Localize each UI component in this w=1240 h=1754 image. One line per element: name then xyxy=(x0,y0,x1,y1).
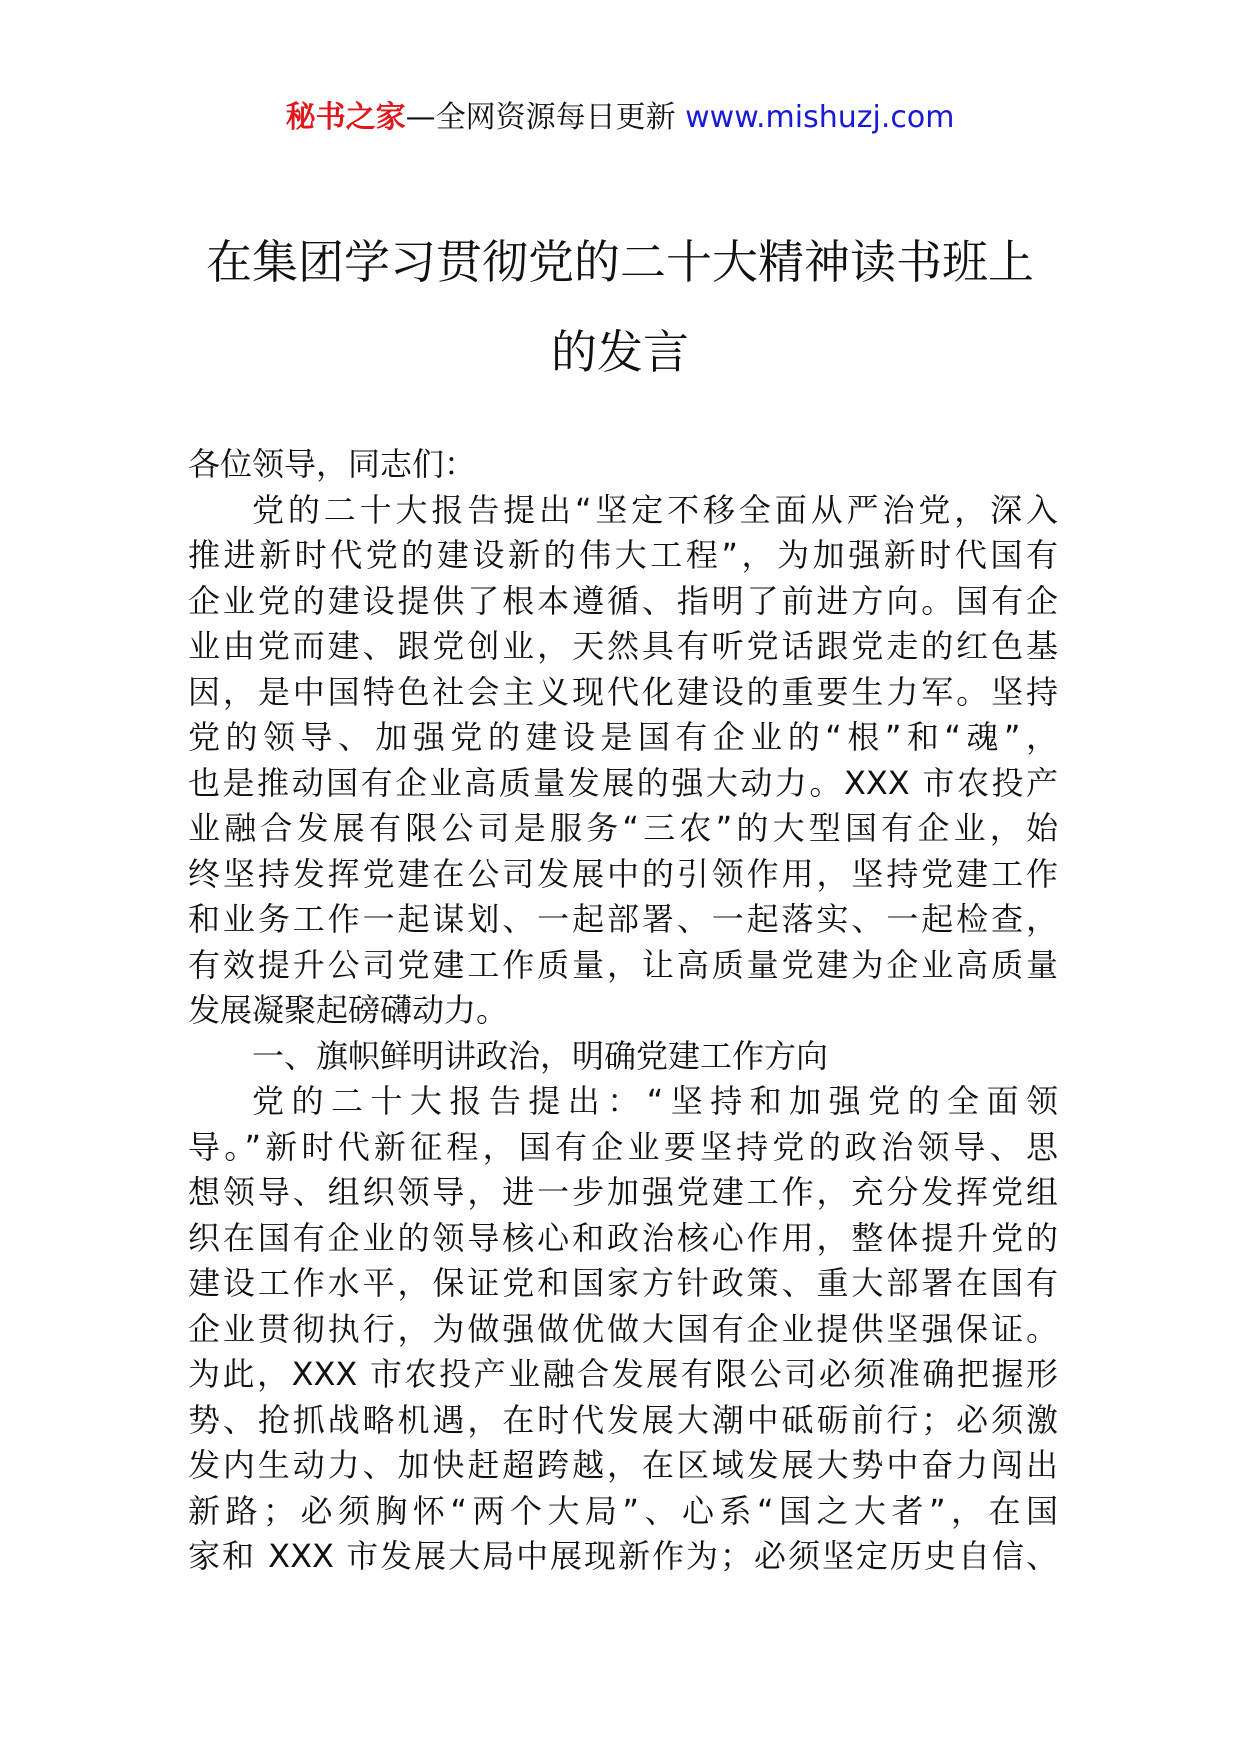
body-line: 推进新时代党的建设新的伟大工程”，为加强新时代国有 xyxy=(188,536,1058,574)
site-url-link[interactable]: www.mishuzj.com xyxy=(685,100,955,135)
site-brand: 秘书之家 xyxy=(285,100,406,135)
body-line: 新路；必须胸怀“两个大局”、心系“国之大者”，在国 xyxy=(188,1491,1058,1530)
body-line: 为此，XXX 市农投产业融合发展有限公司必须准确把握形 xyxy=(188,1355,1058,1393)
body-line: 家和 XXX 市发展大局中展现新作为；必须坚定历史自信、 xyxy=(188,1537,1058,1575)
site-header xyxy=(0,98,1240,138)
body-line: 企业贯彻执行，为做强做优做大国有企业提供坚强保证。 xyxy=(188,1309,1058,1348)
body-line: 势、抢抓战略机遇，在时代发展大潮中砥砺前行；必须激 xyxy=(188,1400,1058,1439)
salutation: 各位领导，同志们： xyxy=(188,445,477,483)
body-line: 党的二十大报告提出：“坚持和加强党的全面领 xyxy=(252,1082,1058,1120)
body-line: 建设工作水平，保证党和国家方针政策、重大部署在国有 xyxy=(188,1264,1058,1302)
site-slogan: —全网资源每日更新 xyxy=(405,100,686,135)
document-body xyxy=(188,442,1058,1580)
body-line: 和业务工作一起谋划、一起部署、一起落实、一起检查， xyxy=(188,900,1058,938)
body-line: 业由党而建、跟党创业，天然具有听党话跟党走的红色基 xyxy=(188,627,1058,665)
body-line: 业融合发展有限公司是服务“三农”的大型国有企业，始 xyxy=(188,809,1058,847)
document-title-line-2: 的发言 xyxy=(551,325,689,379)
body-line: 终坚持发挥党建在公司发展中的引领作用，坚持党建工作 xyxy=(188,854,1058,893)
body-line: 有效提升公司党建工作质量，让高质量党建为企业高质量 xyxy=(188,945,1058,984)
body-line: 因，是中国特色社会主义现代化建设的重要生力军。坚持 xyxy=(188,672,1058,711)
body-line: 发展凝聚起磅礴动力。 xyxy=(188,991,509,1029)
section-heading: 一、旗帜鲜明讲政治，明确党建工作方向 xyxy=(252,1036,829,1075)
body-line: 织在国有企业的领导核心和政治核心作用，整体提升党的 xyxy=(188,1218,1058,1257)
body-line: 也是推动国有企业高质量发展的强大动力。XXX 市农投产 xyxy=(188,763,1058,802)
body-line: 发内生动力、加快赶超跨越，在区域发展大势中奋力闯出 xyxy=(188,1446,1058,1484)
body-line: 导。”新时代新征程，国有企业要坚持党的政治领导、思 xyxy=(188,1127,1058,1166)
body-line: 党的领导、加强党的建设是国有企业的“根”和“魂”， xyxy=(188,718,1058,756)
document-title-line-1: 在集团学习贯彻党的二十大精神读书班上 xyxy=(206,235,1034,289)
body-line: 想领导、组织领导，进一步加强党建工作，充分发挥党组 xyxy=(188,1173,1058,1211)
body-line: 企业党的建设提供了根本遵循、指明了前进方向。国有企 xyxy=(188,581,1058,620)
body-line: 党的二十大报告提出“坚定不移全面从严治党，深入 xyxy=(252,490,1058,529)
